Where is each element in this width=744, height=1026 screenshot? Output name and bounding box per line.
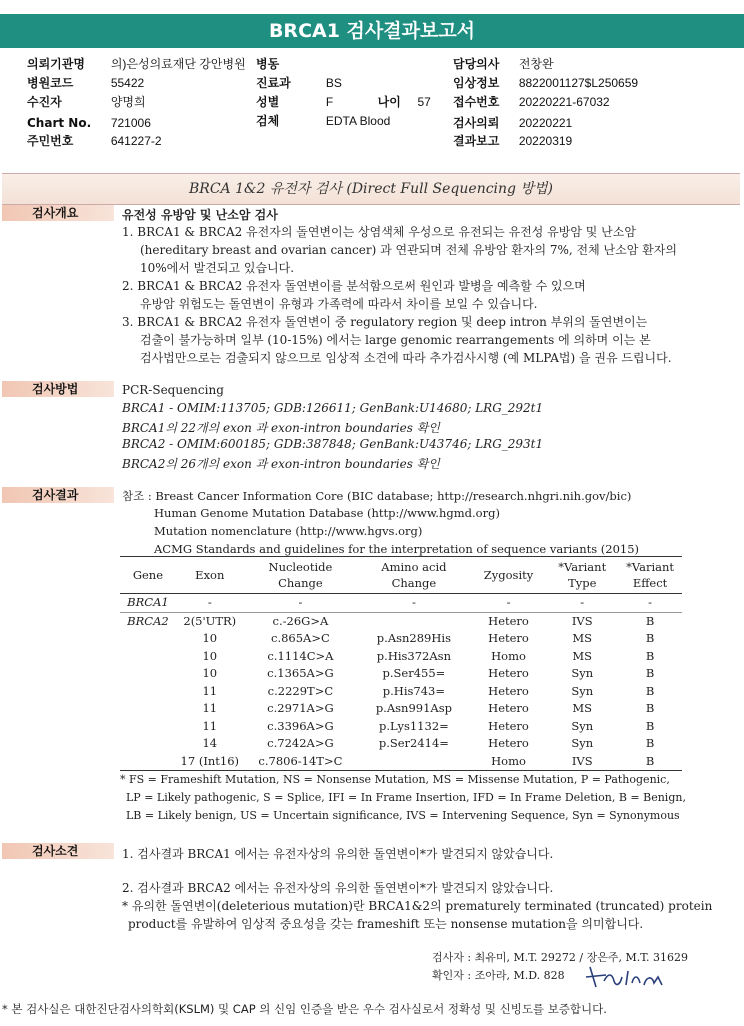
info-label: 결과보고 <box>453 134 500 148</box>
table-cell <box>120 630 176 648</box>
overview-line: 10%에서 발견되고 있습니다. <box>140 261 295 275</box>
section-label-method: 검사방법 <box>2 381 114 397</box>
table-cell: Homo <box>491 648 526 663</box>
info-label: 접수번호 <box>453 95 500 109</box>
table-row <box>120 648 682 666</box>
table-cell: c.-26G>A <box>272 613 329 628</box>
info-value: 8822001127$L250659 <box>518 76 639 90</box>
variant-table-header <box>120 557 682 594</box>
info-label: 주민번호 <box>27 134 74 148</box>
info-row-clinical-info <box>453 74 638 92</box>
table-row <box>120 665 682 683</box>
info-label: 수진자 <box>27 95 62 109</box>
report-header-title: BRCA1 검사결과보고서 <box>0 14 744 48</box>
table-cell: B <box>645 701 655 715</box>
overview-line: 2. BRCA1 & BRCA2 유전자 돌연변이를 분석함으로써 원인과 발병을 예측할 수 있으며 <box>122 279 586 293</box>
table-row <box>120 683 682 701</box>
overview-line: 검출이 불가능하며 일부 (10-15%) 에서는 large genomic rearrangements 에 의하며 이는 본 <box>140 333 651 347</box>
table-cell <box>120 648 176 666</box>
table-cell: Hetero <box>488 718 529 733</box>
handwritten-signature <box>582 957 702 993</box>
report-body <box>2 171 740 1016</box>
table-cell: BRCA2 <box>127 613 169 628</box>
variant-table-body <box>120 594 682 771</box>
table-cell: - <box>618 594 682 613</box>
table-cell: c.2229T>C <box>267 683 334 698</box>
examiner-line: 검사자 : 최유미, M.T. 29272 / 장은주, M.T. 31629 <box>432 951 688 964</box>
table-cell <box>357 612 471 630</box>
table-cell: Syn <box>571 666 594 680</box>
report-title: BRCA 1&2 유전자 검사 (Direct Full Sequencing 방법) <box>189 181 553 197</box>
info-row-sex <box>256 93 431 111</box>
table-cell: B <box>645 613 655 628</box>
info-label: 진료과 <box>256 76 291 90</box>
info-value: BS <box>325 76 342 90</box>
table-cell <box>120 735 176 753</box>
table-cell: - <box>176 594 244 613</box>
info-row-department <box>256 74 342 92</box>
table-cell: c.1114C>A <box>267 648 334 663</box>
info-value: 20220221 <box>518 116 573 130</box>
table-cell: MS <box>572 701 593 715</box>
info-label-age: 나이 <box>377 95 401 109</box>
info-label: 성별 <box>256 95 280 109</box>
info-row-physician <box>453 55 554 73</box>
info-row-receipt-no <box>453 93 610 111</box>
table-cell: B <box>645 683 655 698</box>
reference-line: 참조 : Breast Cancer Information Core (BIC database; http://research.nhgri.nih.gov/bic) <box>122 489 632 503</box>
table-cell: p.Lys1132= <box>379 718 449 733</box>
table-cell: Syn <box>571 683 594 698</box>
info-row-request-date <box>453 114 572 132</box>
finding-line: * 유의한 돌연변이(deleterious mutation)란 BRCA1&2의 prematurely terminated (truncated) protein <box>122 899 713 913</box>
info-value: 20220221-67032 <box>518 95 610 109</box>
info-row-report-date <box>453 132 572 150</box>
table-cell <box>120 753 176 771</box>
table-cell <box>120 665 176 683</box>
table-cell: p.Ser455= <box>382 666 446 680</box>
table-cell: MS <box>572 648 593 663</box>
reference-line: Human Genome Mutation Database (http://www.hgmd.org) <box>154 506 500 520</box>
table-cell: 10 <box>202 666 218 680</box>
table-cell: p.His372Asn <box>376 648 451 663</box>
table-cell: p.Ser2414= <box>378 736 449 750</box>
table-cell: Hetero <box>488 631 529 645</box>
table-cell: B <box>645 631 655 645</box>
variant-table <box>120 556 682 771</box>
info-value: 전창완 <box>518 57 554 71</box>
column-header: Zygosity <box>471 557 547 594</box>
table-cell: - <box>546 594 618 613</box>
info-label: 검체 <box>256 114 280 128</box>
table-cell: c.7806-14T>C <box>244 753 357 771</box>
table-cell: 11 <box>202 718 218 733</box>
table-cell: BRCA1 <box>120 594 176 613</box>
accreditation-note: * 본 검사실은 대한진단검사의학회(KSLM) 및 CAP 의 신임 인증을 받은 우수 검사실로서 정확성 및 신빙도를 보증합니다. <box>2 1002 607 1016</box>
table-cell <box>357 753 471 771</box>
table-row <box>120 612 682 630</box>
table-row <box>120 753 682 771</box>
table-cell: - <box>244 594 357 613</box>
table-cell: 10 <box>202 648 218 663</box>
table-cell: 10 <box>202 631 218 645</box>
table-cell: 17 (Int16) <box>176 753 244 771</box>
info-value: F <box>325 95 334 109</box>
table-cell: - <box>471 594 547 613</box>
table-cell <box>120 683 176 701</box>
footnote-line: LB = Likely benign, US = Uncertain significance, IVS = Intervening Sequence, Syn = Synonymous <box>126 809 680 822</box>
method-line: BRCA1의 22개의 exon 과 exon-intron boundaries 확인 <box>122 421 440 435</box>
method-line: BRCA2 - OMIM:600185; GDB:387848; GenBank:U43746; LRG_293t1 <box>122 437 544 451</box>
table-row <box>120 700 682 718</box>
table-cell: p.His743= <box>382 683 445 698</box>
footnote-line: * FS = Frameshift Mutation, NS = Nonsense Mutation, MS = Missense Mutation, P = Pathogenic, <box>120 773 670 786</box>
table-cell: c.2971A>G <box>267 701 334 715</box>
table-cell: p.Asn289His <box>376 631 451 645</box>
table-cell: B <box>645 666 655 680</box>
info-row-resident-no <box>27 132 162 150</box>
overview-line: 1. BRCA1 & BRCA2 유전자의 돌연변이는 상염색체 우성으로 유전되는 유전성 유방암 및 난소암 <box>122 225 636 239</box>
section-label-findings: 검사소견 <box>2 843 114 859</box>
table-cell <box>120 700 176 718</box>
table-cell: c.3396A>G <box>267 718 334 733</box>
table-cell: Hetero <box>488 701 529 715</box>
table-row <box>120 630 682 648</box>
table-cell: Homo <box>471 753 547 771</box>
column-header: *Variant Type <box>546 557 618 594</box>
method-line: PCR-Sequencing <box>122 383 224 397</box>
info-label: 임상정보 <box>453 76 500 90</box>
info-value: EDTA Blood <box>325 114 391 128</box>
column-header: Nucleotide Change <box>244 557 357 594</box>
info-value: 의)은성의료재단 강안병원 <box>110 57 246 71</box>
table-cell: IVS <box>571 613 593 628</box>
overview-line: 3. BRCA1 & BRCA2 유전자 돌연변이 중 regulatory region 및 deep intron 부위의 돌연변이는 <box>122 315 648 329</box>
table-cell: 14 <box>202 736 218 750</box>
info-value: 양명희 <box>110 95 146 109</box>
info-row-hospital-code <box>27 74 144 92</box>
overview-line: 유방암 위험도는 돌연변이 유형과 가족력에 따라서 차이를 보일 수 있습니다. <box>140 297 538 311</box>
info-row-institution <box>27 55 246 73</box>
info-label: Chart No. <box>27 116 92 130</box>
finding-line: product를 유발하여 임상적 중요성을 갖는 frameshift 또는 nonsense mutation을 의미합니다. <box>128 917 644 931</box>
overview-line: 검사법만으로는 검출되지 않으므로 임상적 소견에 따라 추가검사시행 (예 MLPA법) 을 권유 드립니다. <box>140 351 672 365</box>
info-value: 20220319 <box>518 134 573 148</box>
table-cell: B <box>645 718 655 733</box>
info-label: 담당의사 <box>453 57 500 71</box>
table-cell: Hetero <box>488 683 529 698</box>
table-cell: 2(5'UTR) <box>183 613 237 628</box>
reference-line: Mutation nomenclature (http://www.hgvs.org) <box>154 524 423 538</box>
table-cell: c.7242A>G <box>267 736 334 750</box>
section-label-results: 검사결과 <box>2 487 114 503</box>
table-cell: - <box>357 594 471 613</box>
table-cell: MS <box>572 631 593 645</box>
info-row-ward <box>256 55 326 73</box>
table-row <box>120 718 682 736</box>
table-row <box>120 594 682 613</box>
table-cell: IVS <box>546 753 618 771</box>
table-cell: B <box>645 648 655 663</box>
info-value-age: 57 <box>417 95 431 109</box>
patient-info <box>0 53 744 153</box>
column-header: *Variant Effect <box>618 557 682 594</box>
info-row-chart-no <box>27 114 151 132</box>
column-header: Amino acid Change <box>357 557 471 594</box>
table-cell: 11 <box>202 701 218 715</box>
overview-heading: 유전성 유방암 및 난소암 검사 <box>122 208 278 222</box>
method-line: BRCA1 - OMIM:113705; GDB:126611; GenBank:U14680; LRG_292t1 <box>122 401 544 415</box>
info-value: 721006 <box>110 116 151 130</box>
overview-line: (hereditary breast and ovarian cancer) 과 연관되며 전체 유방암 환자의 7%, 전체 난소암 환자의 <box>140 243 677 257</box>
table-cell: p.Asn991Asp <box>375 701 452 715</box>
table-cell <box>120 718 176 736</box>
finding-line: 1. 검사결과 BRCA1 에서는 유전자상의 유의한 돌연변이*가 발견되지 않았습니다. <box>122 847 554 861</box>
finding-line: 2. 검사결과 BRCA2 에서는 유전자상의 유의한 돌연변이*가 발견되지 않았습니다. <box>122 881 554 895</box>
section-label-overview: 검사개요 <box>2 205 114 221</box>
info-label: 병원코드 <box>27 76 74 90</box>
table-cell: Hetero <box>488 666 529 680</box>
table-cell: c.1365A>G <box>267 666 334 680</box>
table-cell: Syn <box>571 736 594 750</box>
column-header: Gene <box>120 557 176 594</box>
info-label: 의뢰기관명 <box>27 57 85 71</box>
table-cell: B <box>645 736 655 750</box>
column-header: Exon <box>176 557 244 594</box>
footnote-line: LP = Likely pathogenic, S = Splice, IFI = In Frame Insertion, IFD = In Frame Deletion, B = Benign, <box>126 791 686 804</box>
table-cell: B <box>618 753 682 771</box>
info-value: 641227-2 <box>110 134 162 148</box>
info-row-specimen <box>256 112 390 130</box>
info-value: 55422 <box>110 76 145 90</box>
table-cell: 11 <box>202 683 218 698</box>
confirmer-line: 확인자 : 조아라, M.D. 828 <box>432 969 565 982</box>
table-cell: Hetero <box>488 613 529 628</box>
table-cell: Hetero <box>488 736 529 750</box>
table-cell: Syn <box>571 718 594 733</box>
reference-line: ACMG Standards and guidelines for the interpretation of sequence variants (2015) <box>154 542 640 556</box>
info-row-patient <box>27 93 146 111</box>
info-label: 병동 <box>256 57 280 71</box>
info-label: 검사의뢰 <box>453 116 500 130</box>
table-cell: c.865A>C <box>271 631 330 645</box>
table-row <box>120 735 682 753</box>
method-line: BRCA2의 26개의 exon 과 exon-intron boundaries 확인 <box>122 457 440 471</box>
